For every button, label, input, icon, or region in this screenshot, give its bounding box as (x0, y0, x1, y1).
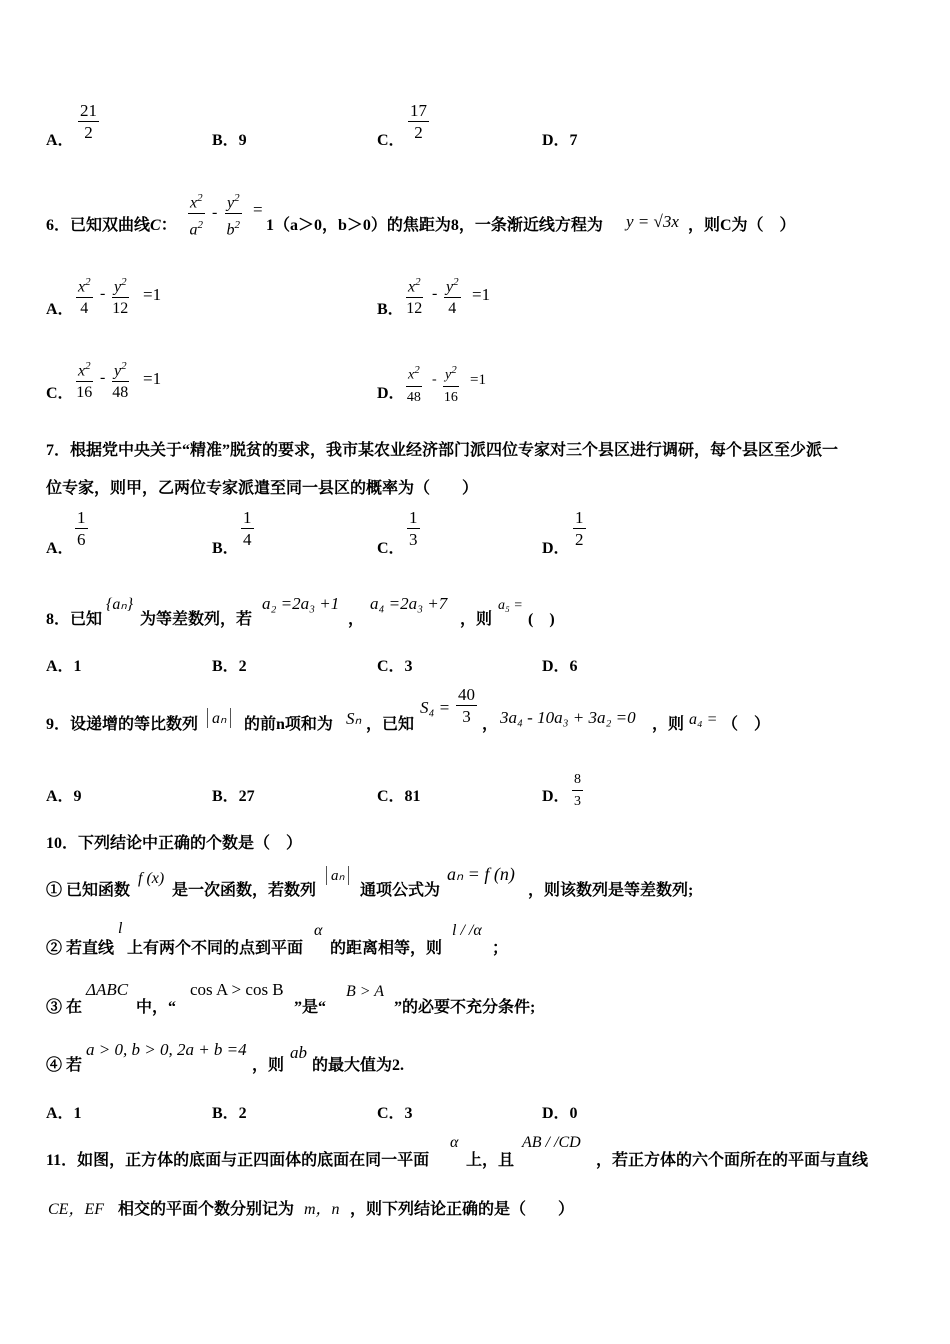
q6-option-b-label: B． (377, 301, 404, 318)
q10-s1-d: ，则该数列是等差数列; (528, 882, 694, 899)
q6-eq-term1 (188, 188, 205, 242)
q6-b-minus: - (432, 285, 438, 302)
denominator: $b^2$ (226, 219, 241, 239)
q6-d-minus: - (432, 372, 437, 387)
q9-option-b: B．27 (212, 788, 255, 805)
q11-line1-c: ，若正方体的六个面所在的平面与直线 (596, 1152, 869, 1169)
q6-stem-mid: 1（a＞0，b＞0）的焦距为8，一条渐近线方程为 (266, 217, 603, 234)
q6-stem (46, 212, 177, 235)
q6-a-term1: $\frac{x^2}{4}$ (76, 272, 93, 320)
q8-option-d: D．6 (542, 658, 578, 675)
q9-end: （ ） (722, 716, 771, 733)
q5-option-c-label: C． (377, 132, 405, 149)
q8-ask: a₅ = (498, 598, 523, 613)
q11-line2-a: 相交的平面个数分别记为 (118, 1201, 295, 1218)
q10-s2-parallel: l / /α (452, 922, 482, 939)
q6-a-minus: - (100, 285, 106, 302)
q6-minus: - (212, 204, 218, 221)
q9-mid3: ，则 (652, 716, 685, 733)
q6-c-rhs: =1 (143, 369, 162, 388)
denominator: 2 (84, 123, 93, 142)
q8-option-c: C．3 (377, 658, 413, 675)
q10-option-c: C．3 (377, 1105, 413, 1122)
q9-prefix: 9．设递增的等比数列 (46, 716, 199, 733)
q5-option-a-fraction (78, 101, 99, 144)
q7-option-d-fraction: $\frac{1}{2}$ (575, 508, 584, 549)
q11-lines-ce-ef: CE，EF (48, 1201, 104, 1218)
q8-sequence: {aₙ} (106, 596, 134, 613)
q9-option-d-fraction: $\frac{8}{3}$ (574, 772, 581, 809)
q8-mid1: 为等差数列，若 (140, 611, 253, 628)
q8-prefix: 8．已知 (46, 611, 103, 628)
q10-s2-c: 的距离相等，则 (330, 940, 443, 957)
q10-s2-d: ； (492, 940, 509, 957)
numerator: 21 (80, 101, 97, 120)
q6-eq-term2 (225, 188, 242, 242)
q6-option-d-label: D． (377, 385, 405, 402)
q8-comma: ， (348, 611, 365, 628)
q9-s4: S₄ = (420, 698, 451, 717)
q7-option-c-fraction: $\frac{1}{3}$ (409, 508, 418, 549)
q10-s3-cosine: cos A > cos B (190, 980, 284, 999)
q10-s4-a: ④ 若 (46, 1057, 83, 1074)
q10-option-b: B．2 (212, 1105, 247, 1122)
q8-end: ( ) (528, 611, 555, 628)
q9-equation: 3a₄ - 10a₃ + 3a₂ =0 (500, 708, 636, 727)
q6-option-a-label: A． (46, 301, 74, 318)
q6-b-term2: $\frac{y^2}{4}$ (444, 272, 461, 320)
q10-option-d: D．0 (542, 1105, 578, 1122)
q10-s2-b: 上有两个不同的点到平面 (127, 940, 304, 957)
q10-s1-formula: aₙ = f (n) (447, 864, 515, 884)
q10-s4-c: 的最大值为2. (312, 1057, 405, 1074)
q6-d-term2: $\frac{y^2}{16}$ (443, 360, 459, 409)
q5-option-a-label: A． (46, 132, 74, 149)
numerator: $y^2$ (225, 188, 242, 214)
q6-prefix: 6．已知双曲线 (46, 217, 151, 234)
q7-option-a-fraction: $\frac{1}{6}$ (77, 508, 86, 549)
q10-s1-function: f (x) (138, 870, 165, 887)
denominator: 2 (414, 123, 423, 142)
q9-mid1: 的前n项和为 (244, 716, 333, 733)
q11-mn: m，n (304, 1201, 340, 1218)
numerator: 17 (410, 101, 427, 120)
q11-line1-b: 上，且 (466, 1152, 515, 1169)
q8-option-a: A．1 (46, 658, 82, 675)
q6-a-rhs: =1 (143, 285, 162, 304)
q7-option-a-label: A． (46, 540, 74, 557)
q6-asymptote: y = √3x (626, 212, 679, 231)
q6-b-rhs: =1 (472, 285, 491, 304)
q9-sn: Sₙ (346, 709, 362, 728)
q10-s1-b: 是一次函数，若数列 (172, 882, 317, 899)
q8-option-b: B．2 (212, 658, 247, 675)
q10-s3-triangle: ΔABC (86, 980, 129, 999)
q6-a-term2: $\frac{y^2}{12}$ (112, 272, 129, 320)
q6-equals: = (253, 200, 263, 219)
q8-eq1: a₂ =2a₃ +1 (262, 594, 340, 613)
q8-mid2: ，则 (460, 611, 493, 628)
q10-stem: 10．下列结论中正确的个数是（ ） (46, 835, 303, 852)
q6-d-term1: $\frac{x^2}{48}$ (406, 360, 422, 409)
q6-colon: ： (160, 217, 177, 234)
q6-stem-end: ，则C为（ ） (688, 217, 796, 234)
q10-s4-b: ，则 (252, 1057, 285, 1074)
q6-d-rhs: =1 (470, 372, 486, 388)
q9-option-a: A．9 (46, 788, 82, 805)
q5-option-c-fraction (408, 101, 429, 144)
q10-s1-a: ① 已知函数 (46, 882, 131, 899)
q6-option-c-label: C． (46, 385, 74, 402)
q6-curve-name: C (150, 217, 161, 234)
q11-parallel: AB / /CD (522, 1134, 581, 1151)
q10-s2-line: l (118, 920, 123, 937)
q11-line2-b: ，则下列结论正确的是（ ） (350, 1201, 575, 1218)
q5-option-b: B．9 (212, 132, 247, 149)
q10-s2-alpha: α (314, 922, 323, 939)
q9-a4: a₄ = (689, 711, 718, 728)
q7-line1: 7．根据党中央关于“精准”脱贫的要求，我市某农业经济部门派四位专家对三个县区进行调研，每个县区至少派一 (46, 442, 839, 459)
q10-s3-angle: B > A (346, 983, 385, 1000)
q10-s3-d: ”的必要不充分条件; (394, 999, 536, 1016)
q7-option-b-label: B． (212, 540, 239, 557)
q5-option-d: D．7 (542, 132, 578, 149)
q10-s4-product: ab (290, 1043, 307, 1062)
q11-line1-a: 11．如图，正方体的底面与正四面体的底面在同一平面 (46, 1152, 430, 1169)
q9-option-c: C．81 (377, 788, 421, 805)
q10-option-a: A．1 (46, 1105, 82, 1122)
q6-b-term1: $\frac{x^2}{12}$ (406, 272, 423, 320)
q10-s1-sequence: aₙ (326, 866, 349, 885)
q7-option-b-fraction: $\frac{1}{4}$ (243, 508, 252, 549)
q10-s1-c: 通项公式为 (360, 882, 441, 899)
q6-c-term1: $\frac{x^2}{16}$ (76, 356, 93, 404)
q10-s3-c: ”是“ (294, 999, 327, 1016)
q9-sequence: aₙ (207, 708, 231, 728)
q6-c-term2: $\frac{y^2}{48}$ (112, 356, 129, 404)
q10-s3-b: 中，“ (136, 999, 177, 1016)
q9-s4-fraction: $\frac{40}{3}$ (458, 685, 475, 726)
q9-option-d-label: D． (542, 788, 570, 805)
q11-alpha: α (450, 1134, 459, 1151)
q6-c-minus: - (100, 369, 106, 386)
q9-mid2: ，已知 (366, 716, 415, 733)
denominator: $a^2$ (189, 219, 204, 239)
q7-option-d-label: D． (542, 540, 570, 557)
q10-s2-a: ② 若直线 (46, 940, 115, 957)
q7-option-c-label: C． (377, 540, 405, 557)
q10-s4-condition: a > 0, b > 0, 2a + b =4 (86, 1040, 247, 1059)
q7-line2: 位专家，则甲，乙两位专家派遣至同一县区的概率为（ ） (46, 480, 479, 497)
q10-s3-a: ③ 在 (46, 999, 83, 1016)
numerator: $x^2$ (188, 188, 205, 214)
q8-eq2: a₄ =2a₃ +7 (370, 594, 448, 613)
q9-comma: ， (482, 716, 499, 733)
